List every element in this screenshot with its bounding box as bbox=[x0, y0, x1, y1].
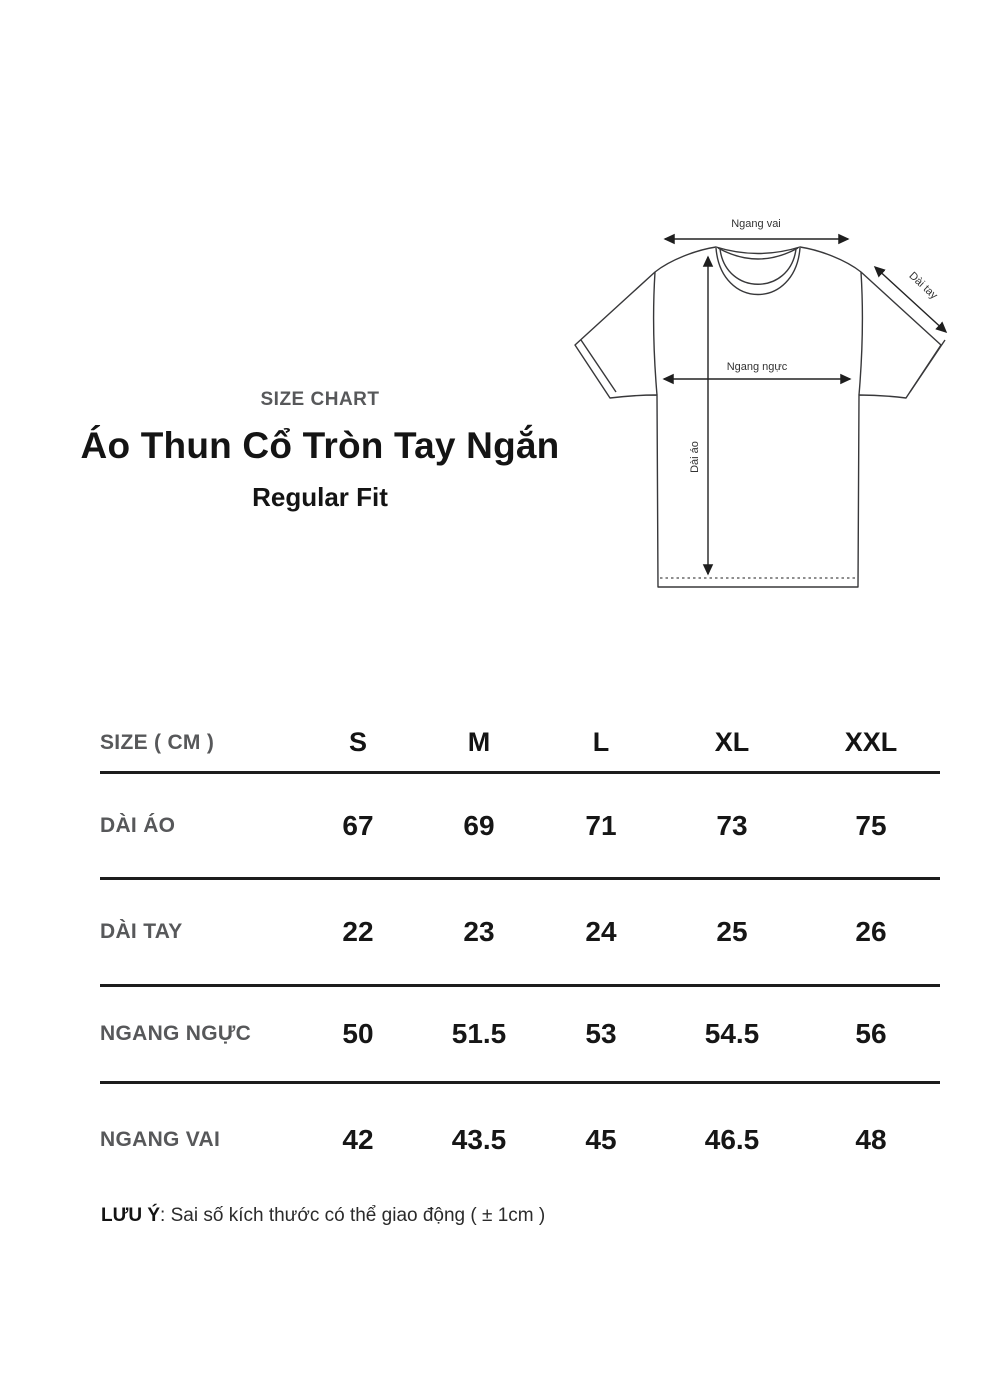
cell-value: 53 bbox=[585, 1018, 617, 1049]
tshirt-measurement-diagram bbox=[558, 210, 968, 615]
note-text: : Sai số kích thước có thể giao động ( ± 1cm ) bbox=[160, 1205, 546, 1226]
cell-value: 45 bbox=[585, 1124, 617, 1155]
cell-value: 46.5 bbox=[704, 1124, 760, 1155]
table-row-ngang-nguc bbox=[100, 987, 940, 1081]
size-col-s: S bbox=[348, 727, 367, 757]
title-block bbox=[60, 389, 580, 513]
cell-value: 24 bbox=[585, 916, 617, 947]
cell-value: 25 bbox=[716, 916, 748, 947]
tshirt-outline-icon bbox=[575, 247, 945, 587]
chest-width-label: Ngang ngực bbox=[726, 361, 788, 373]
table-row-dai-ao bbox=[100, 774, 940, 877]
shoulder-width-label: Ngang vai bbox=[731, 218, 781, 230]
sleeve-length-label: Dài tay bbox=[906, 269, 940, 302]
size-cm-header: SIZE ( CM ) bbox=[100, 730, 215, 754]
row-label: DÀI TAY bbox=[100, 920, 183, 943]
cell-value: 71 bbox=[585, 809, 617, 841]
cell-value: 51.5 bbox=[451, 1018, 507, 1049]
table-row-ngang-vai bbox=[100, 1084, 940, 1196]
tolerance-note bbox=[101, 1205, 545, 1227]
cell-value: 50 bbox=[342, 1018, 374, 1049]
cell-value: 43.5 bbox=[451, 1124, 507, 1155]
size-table bbox=[100, 714, 940, 1196]
cell-value: 54.5 bbox=[704, 1018, 760, 1049]
row-label: DÀI ÁO bbox=[100, 813, 176, 837]
cell-value: 22 bbox=[342, 916, 374, 947]
cell-value: 73 bbox=[716, 809, 748, 841]
cell-value: 56 bbox=[855, 1018, 887, 1049]
size-col-m: M bbox=[467, 727, 491, 757]
cell-value: 26 bbox=[855, 916, 887, 947]
size-col-l: L bbox=[592, 727, 610, 757]
tshirt-diagram-svg bbox=[558, 210, 968, 615]
product-title: Áo Thun Cổ Tròn Tay Ngắn bbox=[80, 425, 560, 466]
cell-value: 42 bbox=[342, 1124, 374, 1155]
table-header-row bbox=[100, 714, 940, 771]
row-label: NGANG NGỰC bbox=[100, 1022, 252, 1045]
fit-subtitle: Regular Fit bbox=[252, 482, 388, 512]
row-label: NGANG VAI bbox=[100, 1128, 221, 1151]
cell-value: 69 bbox=[463, 809, 495, 841]
cell-value: 48 bbox=[855, 1124, 887, 1155]
size-col-xl: XL bbox=[714, 727, 750, 757]
table-row-dai-tay bbox=[100, 880, 940, 984]
shirt-length-label: Dài áo bbox=[689, 441, 701, 473]
size-chart-eyebrow: SIZE CHART bbox=[260, 389, 380, 410]
cell-value: 67 bbox=[342, 809, 374, 841]
cell-value: 75 bbox=[855, 809, 887, 841]
shoulder-width-dimension bbox=[665, 218, 848, 239]
size-col-xxl: XXL bbox=[844, 727, 898, 757]
note-prefix: LƯU Ý bbox=[101, 1205, 161, 1226]
cell-value: 23 bbox=[463, 916, 495, 947]
